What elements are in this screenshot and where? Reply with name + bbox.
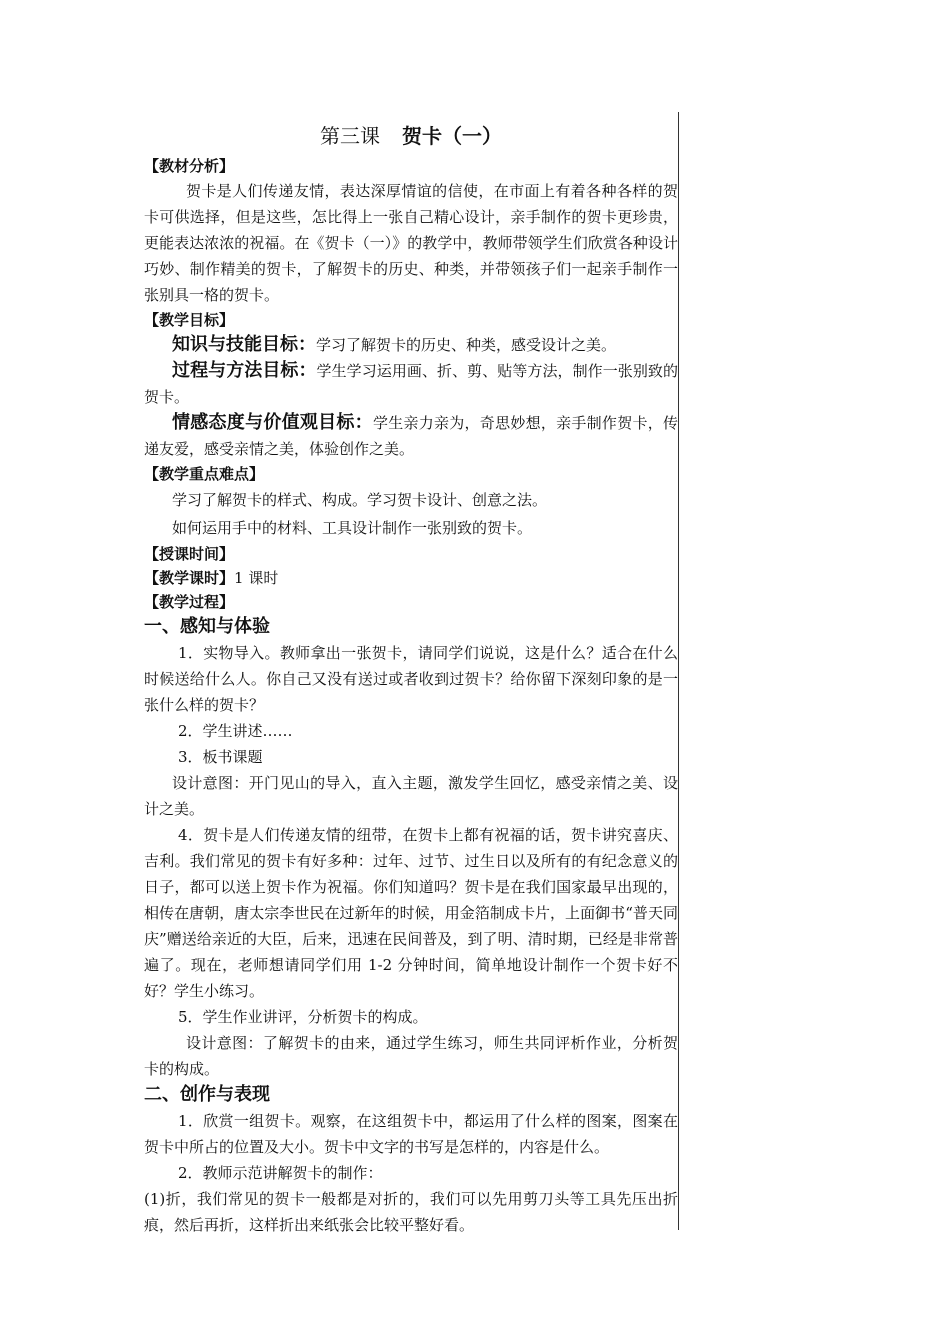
section-hours [144,566,678,590]
section-time: 【授课时间】 [144,545,235,563]
design-intent: 设计意图：了解贺卡的由来，通过学生练习，师生共同评析作业，分析贺卡的构成。 [144,1034,678,1078]
part2-item: (1)折，我们常见的贺卡一般都是对折的，我们可以先用剪刀头等工具先压出折痕，然后再折，这样折出来纸张会比较平整好看。 [144,1190,678,1234]
page-title [144,118,678,154]
section-process: 【教学过程】 [144,593,235,611]
part1-item: 4．贺卡是人们传递友情的纽带，在贺卡上都有祝福的话，贺卡讲究喜庆、吉利。我们常见的贺卡有好多种：过年、过节、过生日以及所有的有纪念意义的日子，都可以送上贺卡作为祝福。你们知道吗？贺卡是在我们国家最早出现的，相传在唐朝，唐太宗李世民在过新年的时候，用金箔制成卡片，上面御书“普天同庆”赠送给亲近的大臣，后来，迅速在民间普及，到了明、清时期，已经是非常普遍了。现在，老师想请同学们用 1-2 分钟时间，简单地设计制作一个贺卡好不好？学生小练习。 [144,826,678,1000]
material-paragraph: 贺卡是人们传递友情，表达深厚情谊的信使，在市面上有着各种各样的贺卡可供选择，但是这些，怎比得上一张自己精心设计，亲手制作的贺卡更珍贵，更能表达浓浓的祝福。在《贺卡（一）》的教学中，教师带领学生们欣赏各种设计巧妙、制作精美的贺卡，了解贺卡的历史、种类，并带领孩子们一起亲手制作一张别具一格的贺卡。 [144,182,678,304]
lesson-name: 贺卡（一） [402,124,502,148]
keypoint-item: 学习了解贺卡的样式、构成。学习贺卡设计、创意之法。 [172,491,548,509]
part1-item: 5．学生作业讲评，分析贺卡的构成。 [178,1008,428,1026]
document-body [144,118,678,1238]
hours-value: 1 课时 [234,569,279,587]
goal-knowledge [144,332,678,358]
part1-item: 3．板书课题 [178,748,263,766]
keypoint-item: 如何运用手中的材料、工具设计制作一张别致的贺卡。 [172,519,533,537]
margin-line [678,112,679,1230]
goal-label: 情感态度与价值观目标： [172,412,373,433]
part2-item: 1．欣赏一组贺卡。观察，在这组贺卡中，都运用了什么样的图案，图案在贺卡中所占的位置及大小。贺卡中文字的书写是怎样的，内容是什么。 [144,1112,678,1156]
goal-text: 学生亲力亲为，奇思妙想，亲手制作贺卡，传递友爱，感受亲情之美，体验创作之美。 [144,414,678,458]
design-intent: 设计意图：开门见山的导入，直入主题，激发学生回忆，感受亲情之美、设计之美。 [144,774,678,818]
part1-item: 1．实物导入。教师拿出一张贺卡，请同学们说说，这是什么？适合在什么时候送给什么人。你自己又没有送过或者收到过贺卡？给你留下深刻印象的是一张什么样的贺卡？ [144,644,678,714]
goal-label: 过程与方法目标： [172,360,317,381]
goal-text: 学生学习运用画、折、剪、贴等方法，制作一张别致的贺卡。 [144,362,678,406]
part1-heading: 一、感知与体验 [144,616,270,637]
lesson-number: 第三课 [320,124,380,148]
goal-text: 学习了解贺卡的历史、种类，感受设计之美。 [316,336,617,354]
section-material: 【教材分析】 [144,157,235,175]
section-goals: 【教学目标】 [144,311,235,329]
goal-process [144,358,678,410]
goal-label: 知识与技能目标： [172,334,316,355]
part2-heading: 二、创作与表现 [144,1084,270,1105]
hours-label: 【教学课时】 [144,569,235,587]
goal-emotion [144,410,678,462]
part2-item: 2．教师示范讲解贺卡的制作： [178,1164,383,1182]
part1-item: 2．学生讲述…… [178,722,293,740]
section-keypoints: 【教学重点难点】 [144,465,265,483]
